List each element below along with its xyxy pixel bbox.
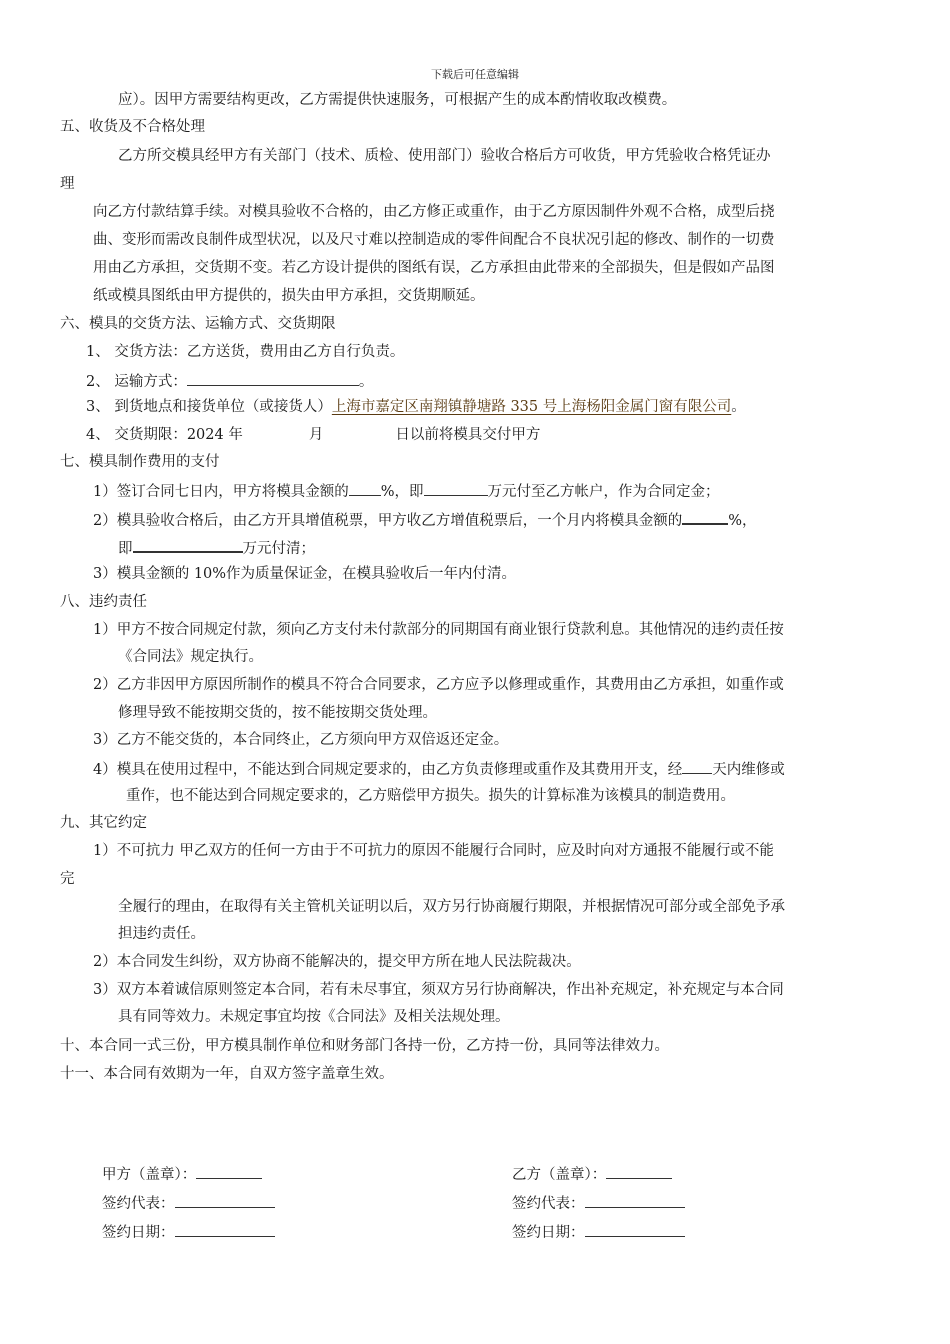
payment-3-line: 3）模具金额的 10%作为质量保证金，在模具验收后一年内付清。 [93,566,517,582]
transport-label: 2、 运输方式： [86,374,187,390]
delivery-place-line [86,397,746,417]
other-1b-line: 完 [60,871,75,887]
party-b-seal-label: 乙方（盖章）： [512,1167,607,1183]
party-a-seal [102,1163,262,1185]
section-heading-5: 五、收货及不合格处理 [60,119,205,135]
breach-4b-line: 重作，也不能达到合同规定要求的，乙方赔偿甲方损失。损失的计算标准为该模具的制造费用。 [126,788,735,804]
deadline-label: 4、 交货期限：2024 年 [86,427,243,443]
transport-line [86,370,373,392]
text-line: 用由乙方承担，交货期不变。若乙方设计提供的图纸有误，乙方承担由此带来的全部损失，但是假如产品图 [93,260,775,276]
section-heading-10: 十、本合同一式三份，甲方模具制作单位和财务部门各持一份，乙方持一份，具同等法律效力。 [60,1038,669,1054]
other-1d-line: 担违约责任。 [118,926,205,942]
breach-3-line: 3）乙方不能交货的，本合同终止，乙方须向甲方双倍返还定金。 [93,732,509,748]
payment-1-line [93,480,720,502]
section-heading-7: 七、模具制作费用的支付 [60,454,220,470]
party-b-date-label: 签约日期： [512,1225,585,1241]
party-b-date [512,1221,685,1243]
delivery-place-value: 上海市嘉定区南翔镇静塘路 335 号上海杨阳金属门窗有限公司 [331,399,732,415]
payment-2-text: 2）模具验收合格后，由乙方开具增值税票，甲方收乙方增值税票后，一个月内将模具金额的 [93,513,683,529]
payment-1-percent-blank[interactable] [349,480,381,496]
party-a-date-label: 签约日期： [102,1225,175,1241]
deadline-day: 日以前将模具交付甲方 [395,427,541,443]
payment-2-text: 万元付清； [242,541,315,557]
payment-1-amount-blank[interactable] [424,480,488,496]
section-heading-11: 十一、本合同有效期为一年，自双方签字盖章生效。 [60,1066,394,1082]
party-a-rep [102,1192,275,1214]
other-2-line: 2）本合同发生纠纷，双方协商不能解决的，提交甲方所在地人民法院裁决。 [93,954,581,970]
party-a-rep-label: 签约代表： [102,1196,175,1212]
delivery-place-label: 3、 到货地点和接货单位（或接货人） [86,399,332,415]
payment-1-text: %，即 [380,484,424,500]
party-b-seal [512,1163,672,1185]
section-heading-6: 六、模具的交货方法、运输方式、交货期限 [60,316,336,332]
other-3-line: 3）双方本着诚信原则签定本合同，若有未尽事宜，须双方另行协商解决，作出补充规定，补充规定与本合同 [93,982,784,998]
text-line: 曲、变形而需改良制件成型状况，以及尺寸难以控制造成的零件间配合不良状况引起的修改、制作的一切费 [93,232,775,248]
breach-1b-line: 《合同法》规定执行。 [118,649,263,665]
payment-2b-line [118,536,315,559]
party-b-date-blank[interactable] [585,1221,685,1237]
party-a-seal-label: 甲方（盖章）： [102,1167,197,1183]
text-line: 乙方所交模具经甲方有关部门（技术、质检、使用部门）验收合格后方可收货，甲方凭验收合格凭证办 [118,148,771,164]
payment-2-text: %， [728,513,757,529]
text-line: 向乙方付款结算手续。对模具验收不合格的，由乙方修正或重作，由于乙方原因制件外观不合格，成型后挠 [93,204,775,220]
payment-2-line [93,508,757,531]
deadline-month: 月 [308,427,324,443]
section-heading-9: 九、其它约定 [60,815,147,831]
party-a-date [102,1221,275,1243]
transport-end: 。 [358,374,374,390]
other-1c-line: 全履行的理由，在取得有关主管机关证明以后，双方另行协商履行期限，并根据情况可部分或全部免予承 [118,899,785,915]
other-1-line: 1）不可抗力 甲乙双方的任何一方由于不可抗力的原因不能履行合同时，应及时向对方通报不能履行或不能 [93,843,774,859]
party-b-rep [512,1192,685,1214]
transport-blank[interactable] [187,370,359,386]
breach-4-line [93,758,785,780]
text-line: 1、 交货方法：乙方送货，费用由乙方自行负责。 [86,344,405,360]
deadline-line [86,425,540,445]
breach-1-line: 1）甲方不按合同规定付款，须向乙方支付未付款部分的同期国有商业银行贷款利息。其他情况的违约责任按 [93,622,784,638]
payment-1-text: 1）签订合同七日内，甲方将模具金额的 [93,484,349,500]
party-b-seal-blank[interactable] [606,1163,672,1179]
party-a-seal-blank[interactable] [196,1163,262,1179]
breach-4-days-blank[interactable] [682,758,712,774]
breach-2-line: 2）乙方非因甲方原因所制作的模具不符合合同要求，乙方应予以修理或重作，其费用由乙方承担，如重作或 [93,677,784,693]
payment-2-percent-blank[interactable] [682,508,728,525]
page-header: 下载后可任意编辑 [431,68,519,81]
other-3b-line: 具有同等效力。未规定事宜均按《合同法》及相关法规处理。 [118,1009,510,1025]
party-a-rep-blank[interactable] [175,1192,275,1208]
party-a-date-blank[interactable] [175,1221,275,1237]
party-b-rep-label: 签约代表： [512,1196,585,1212]
breach-2b-line: 修理导致不能按期交货的，按不能按期交货处理。 [118,705,437,721]
payment-2-text: 即 [118,541,133,557]
section-heading-8: 八、违约责任 [60,594,147,610]
text-line: 纸或模具图纸由甲方提供的，损失由甲方承担，交货期顺延。 [93,288,485,304]
payment-2-amount-blank[interactable] [133,536,243,553]
text-line: 应）。因甲方需要结构更改，乙方需提供快速服务，可根据产生的成本酌情收取改模费。 [118,92,677,108]
party-b-rep-blank[interactable] [585,1192,685,1208]
payment-1-text: 万元付至乙方帐户，作为合同定金； [487,484,720,500]
text-line: 理 [60,176,75,192]
delivery-place-end: 。 [731,399,746,415]
breach-4-text: 4）模具在使用过程中，不能达到合同规定要求的，由乙方负责修理或重作及其费用开支，经 [93,762,683,778]
breach-4-text: 天内维修或 [712,762,785,778]
